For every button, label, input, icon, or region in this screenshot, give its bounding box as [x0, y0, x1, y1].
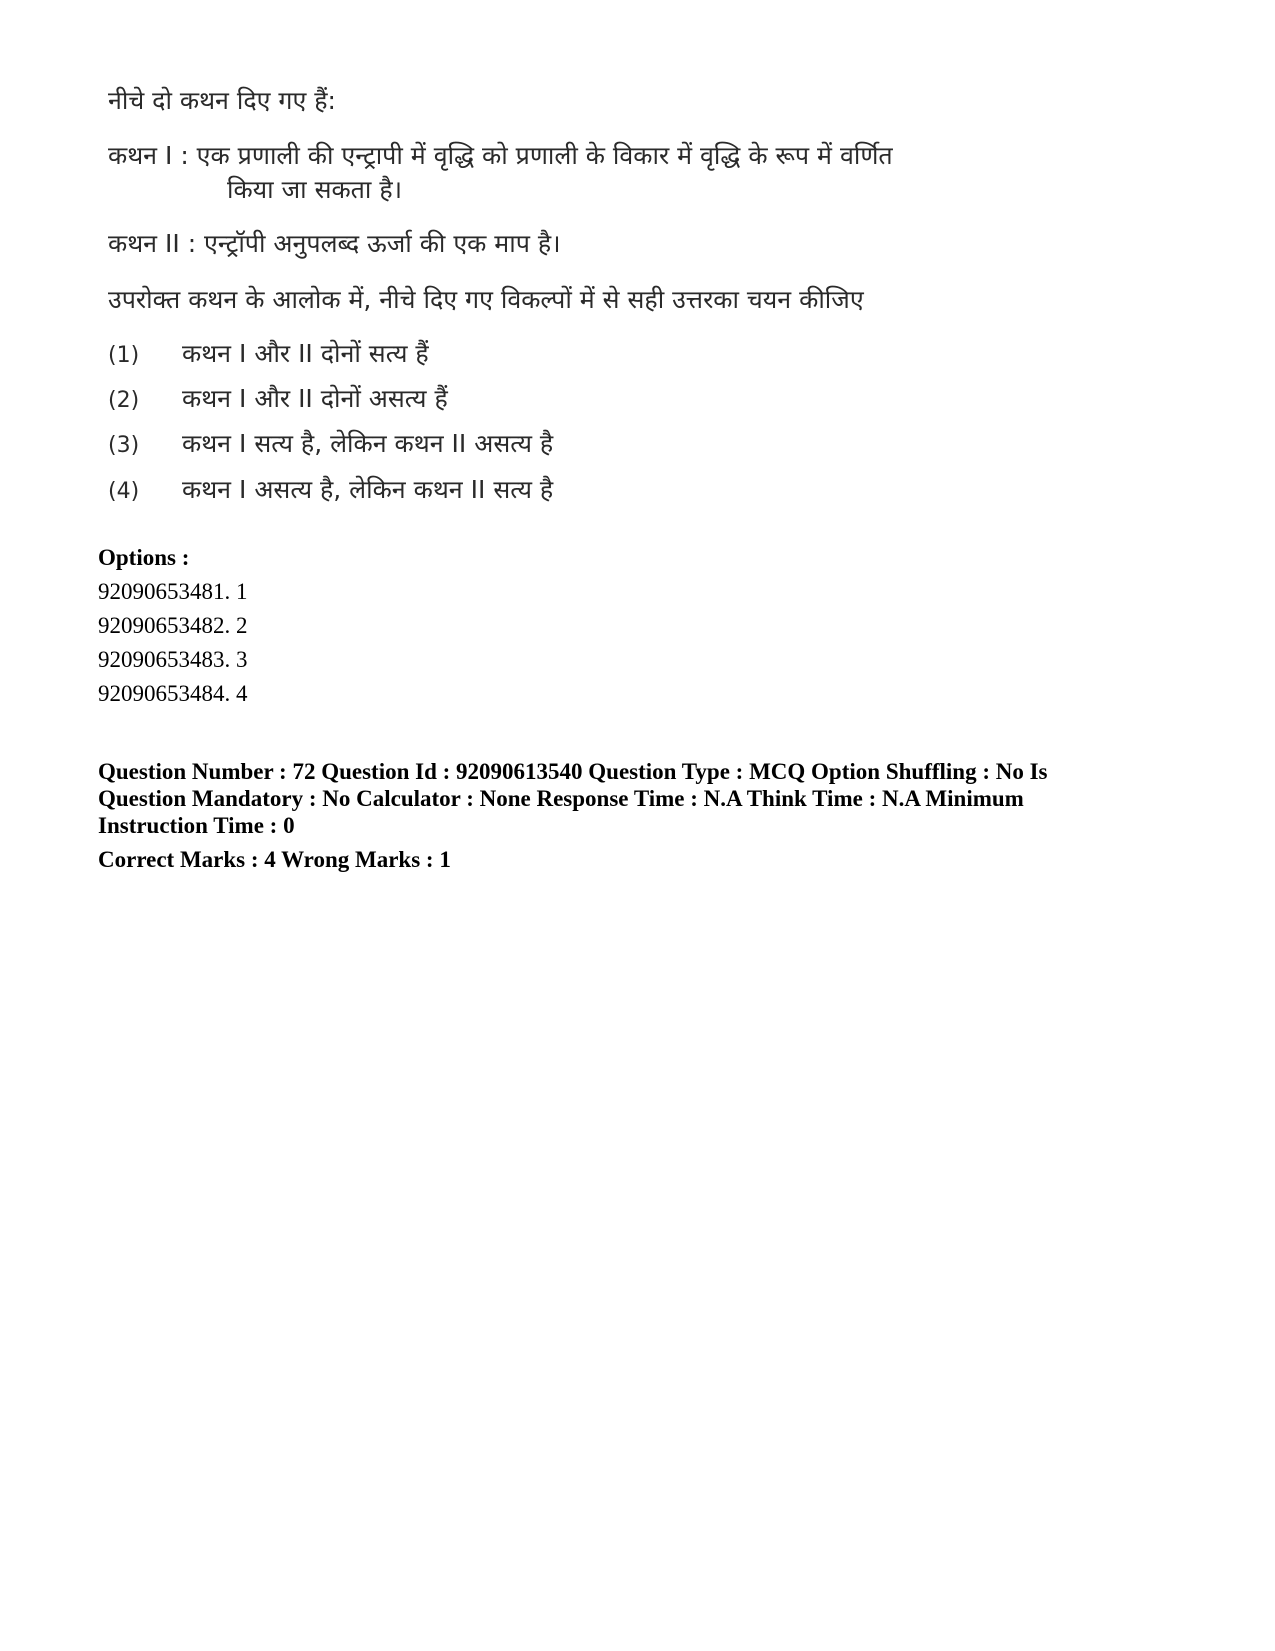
- question-metadata: [98, 758, 1158, 873]
- choice-text: कथन I और II दोनों असत्य हैं: [182, 384, 448, 413]
- choice-number: (3): [108, 433, 140, 458]
- choice-number: (1): [108, 343, 140, 368]
- option-item: 92090653484. 4: [98, 681, 248, 706]
- choice-number: (2): [108, 388, 140, 413]
- metadata-line: Question Number : 72 Question Id : 92090613540 Question Type : MCQ Option Shuffling : No Is: [98, 759, 1048, 784]
- choice-item: [108, 426, 553, 464]
- option-item: 92090653481. 1: [98, 579, 248, 604]
- options-heading: Options :: [98, 545, 190, 570]
- choice-item: [108, 381, 448, 419]
- question-instruction: उपरोक्त कथन के आलोक में, नीचे दिए गए विकल्पों में से सही उत्तरका चयन कीजिए: [108, 285, 864, 314]
- marks-line: Correct Marks : 4 Wrong Marks : 1: [98, 847, 451, 872]
- choice-number: (4): [108, 479, 140, 504]
- metadata-line: Question Mandatory : No Calculator : None Response Time : N.A Think Time : N.A Minimum: [98, 786, 1024, 811]
- choice-text: कथन I असत्य है, लेकिन कथन II सत्य है: [182, 475, 554, 504]
- choice-text: कथन I सत्य है, लेकिन कथन II असत्य है: [182, 429, 554, 458]
- statement-1: कथन I : एक प्रणाली की एन्ट्रापी में वृद्धि को प्रणाली के विकार में वृद्धि के रूप में वर्णित: [108, 141, 893, 170]
- option-item: 92090653482. 2: [98, 613, 248, 638]
- choice-item: [108, 472, 553, 510]
- question-intro: नीचे दो कथन दिए गए हैं:: [108, 86, 336, 115]
- metadata-line: Instruction Time : 0: [98, 813, 295, 838]
- statement-1-continuation: किया जा सकता है।: [227, 175, 403, 204]
- choice-item: [108, 336, 429, 374]
- choice-text: कथन I और II दोनों सत्य हैं: [182, 339, 429, 368]
- statement-2: कथन II : एन्ट्रॉपी अनुपलब्द ऊर्जा की एक माप है।: [108, 229, 561, 258]
- option-item: 92090653483. 3: [98, 647, 248, 672]
